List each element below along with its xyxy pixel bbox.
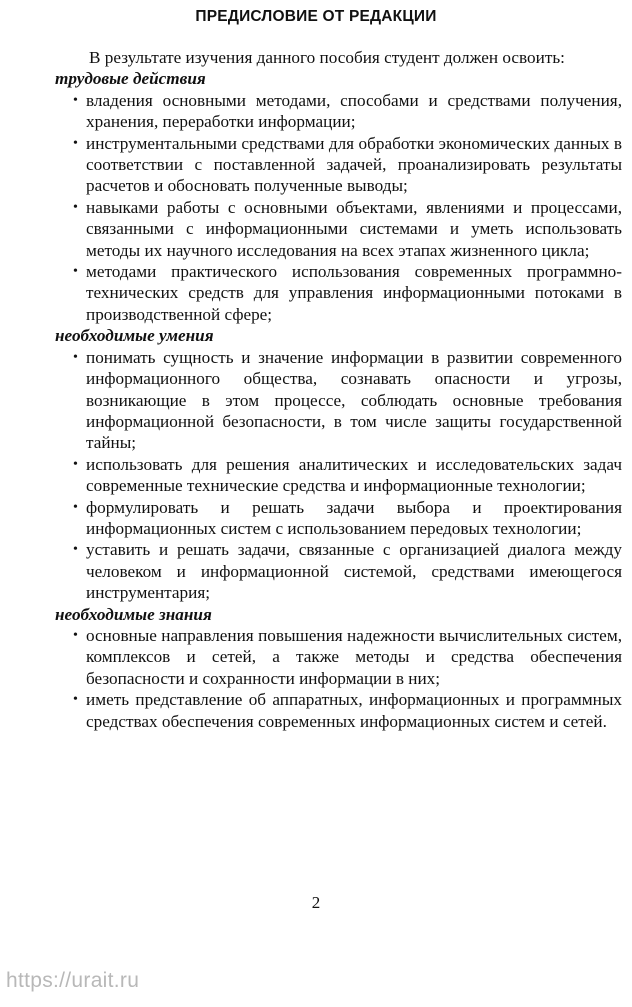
section-required-knowledge: [55, 604, 622, 732]
list-item-text: инструментальными средствами для обработки экономических данных в соответствии с поставленной задачей, проанализировать результаты расчетов и обосновать полученные выводы;: [86, 133, 622, 196]
section-heading: необходимые умения: [55, 326, 214, 346]
bullet-list: [55, 347, 622, 604]
list-item: [55, 497, 622, 540]
list-item: [55, 625, 622, 689]
list-item-text: навыками работы с основными объектами, явлениями и процессами, связанными с информационными системами и уметь использовать методы их научного исследования на всех этапах жизненного цикла;: [86, 197, 622, 260]
bullet-icon: •: [73, 349, 78, 365]
list-item-text: использовать для решения аналитических и исследовательских задач современные технические средства и информационные технологии;: [86, 454, 622, 496]
list-item-text: основные направления повышения надежности вычислительных систем, комплексов и сетей, а также методы и средства обеспечения безопасности и сохранности информации в них;: [86, 625, 622, 688]
list-item: [55, 90, 622, 133]
bullet-icon: •: [73, 199, 78, 215]
section-required-skills: [55, 325, 622, 603]
bullet-icon: •: [73, 92, 78, 108]
bullet-list: [55, 90, 622, 325]
list-item-text: уставить и решать задачи, связанные с организацией диалога между человеком и информационной системой, средствами имеющегося инструментария;: [86, 540, 622, 603]
document-body: [55, 47, 622, 732]
bullet-icon: •: [73, 627, 78, 643]
list-item: [55, 261, 622, 325]
bullet-icon: •: [73, 135, 78, 151]
list-item-text: понимать сущность и значение информации в развитии современного информационного общества, сознавать опасности и угрозы, возникающие в этом процессе, соблюдать основные требования информационной безопасности, в том числе защиты государственной тайны;: [86, 347, 622, 453]
bullet-list: [55, 625, 622, 732]
bullet-icon: •: [73, 264, 78, 280]
source-watermark: https://urait.ru: [6, 969, 140, 992]
section-labor-actions: [55, 68, 622, 325]
bullet-icon: •: [73, 542, 78, 558]
section-heading: необходимые знания: [55, 604, 212, 624]
list-item: [55, 539, 622, 603]
list-item: [55, 689, 622, 732]
bullet-icon: •: [73, 692, 78, 708]
list-item: [55, 197, 622, 261]
list-item-text: иметь представление об аппаратных, информационных и программных средствах обеспечения современных информационных систем и сетей.: [86, 690, 622, 731]
list-item: [55, 347, 622, 454]
list-item-text: формулировать и решать задачи выбора и проектирования информационных систем с использованием передовых технологии;: [86, 497, 622, 538]
intro-paragraph: В результате изучения данного пособия студент должен освоить:: [89, 48, 565, 67]
bullet-icon: •: [73, 499, 78, 515]
page-title: ПРЕДИСЛОВИЕ ОТ РЕДАКЦИИ: [195, 8, 437, 25]
bullet-icon: •: [73, 456, 78, 472]
list-item-text: методами практического использования современных программно-технических средств для управления информационными потоками в производственной сфере;: [86, 262, 622, 324]
list-item: [55, 133, 622, 197]
list-item: [55, 454, 622, 497]
page-number: 2: [311, 893, 321, 912]
list-item-text: владения основными методами, способами и средствами получения, хранения, переработки информации;: [86, 90, 622, 132]
section-heading: трудовые действия: [55, 69, 206, 89]
